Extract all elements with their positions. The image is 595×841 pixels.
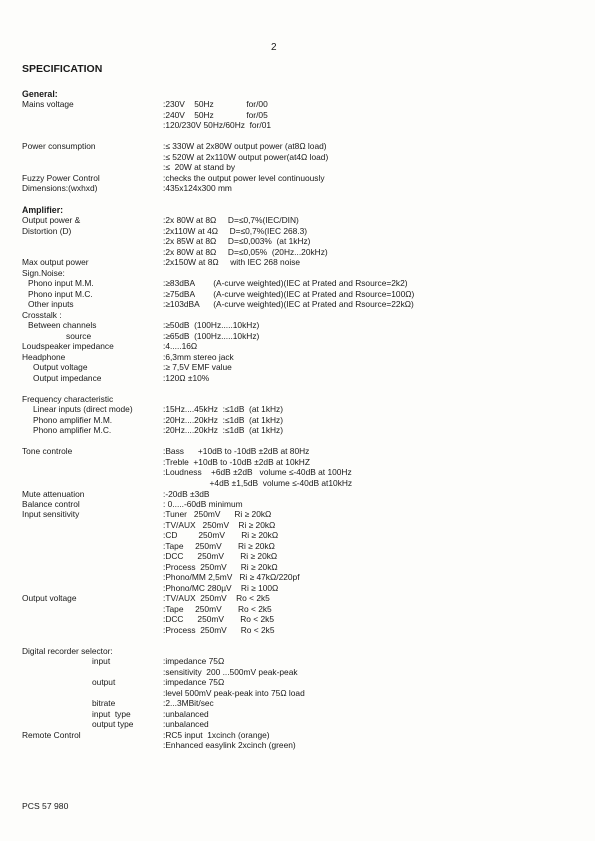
spec-label: input: [92, 656, 111, 666]
spec-value: :2x150W at 8Ω with IEC 268 noise: [163, 257, 301, 267]
spec-value: :CD 250mV Ri ≥ 20kΩ: [163, 530, 279, 540]
spec-value: :4.....16Ω: [163, 341, 198, 351]
spec-label: Input sensitivity: [22, 509, 80, 519]
spec-value: :240V 50Hz for/05: [163, 110, 268, 120]
spec-label: Mains voltage: [22, 99, 74, 109]
footer-code: PCS 57 980: [22, 801, 69, 811]
spec-label: Output voltage: [33, 362, 88, 372]
spec-label: source: [66, 331, 92, 341]
spec-value: :unbalanced: [163, 719, 209, 729]
spec-label: Phono input M.M.: [28, 278, 94, 288]
spec-value: :unbalanced: [163, 709, 209, 719]
spec-value: :Tape 250mV Ro < 2k5: [163, 604, 272, 614]
spec-value: :≥75dBA (A-curve weighted)(IEC at Prated and Rsource=100Ω): [163, 289, 415, 299]
spec-label: Sign.Noise:: [22, 268, 65, 278]
spec-value: :≥65dB (100Hz.....10kHz): [163, 331, 260, 341]
spec-label: Balance control: [22, 499, 80, 509]
page-number: 2: [271, 42, 277, 53]
spec-label: Output power &: [22, 215, 81, 225]
spec-value: :≤ 330W at 2x80W output power (at8Ω load): [163, 141, 327, 151]
spec-label: Phono amplifier M.C.: [33, 425, 112, 435]
spec-value: :≥103dBA (A-curve weighted)(IEC at Prated and Rsource=22kΩ): [163, 299, 414, 309]
spec-value: :DCC 250mV Ri ≥ 20kΩ: [163, 551, 278, 561]
spec-label: Max output power: [22, 257, 89, 267]
spec-label: output: [92, 677, 116, 687]
spec-value: :20Hz....20kHz :≤1dB (at 1kHz): [163, 425, 284, 435]
spec-label: Power consumption: [22, 141, 96, 151]
spec-value: :DCC 250mV Ro < 2k5: [163, 614, 275, 624]
spec-label: Phono amplifier M.M.: [33, 415, 113, 425]
section-heading: Amplifier:: [22, 205, 64, 215]
spec-label: Output impedance: [33, 373, 102, 383]
spec-value: :2x 80W at 8Ω D=≤0,7%(IEC/DIN): [163, 215, 299, 225]
spec-label: Headphone: [22, 352, 66, 362]
spec-value: :Enhanced easylink 2xcinch (green): [163, 740, 296, 750]
spec-value: :impedance 75Ω: [163, 677, 225, 687]
spec-value: :Loudness +6dB ±2dB volume ≤-40dB at 100Hz: [163, 467, 352, 477]
spec-label: Between channels: [28, 320, 97, 330]
spec-label: Other inputs: [28, 299, 74, 309]
spec-label: Distortion (D): [22, 226, 72, 236]
spec-label: Fuzzy Power Control: [22, 173, 100, 183]
spec-value: :≥50dB (100Hz.....10kHz): [163, 320, 260, 330]
spec-value: :Phono/MM 2,5mV Ri ≥ 47kΩ/220pf: [163, 572, 300, 582]
spec-value: :15Hz....45kHz :≤1dB (at 1kHz): [163, 404, 284, 414]
spec-value: :≤ 520W at 2x110W output power(at4Ω load): [163, 152, 329, 162]
spec-label: Frequency characteristic: [22, 394, 114, 404]
spec-value: +4dB ±1,5dB volume ≤-40dB at10kHz: [163, 478, 353, 488]
spec-value: :sensitivity 200 ...500mV peak-peak: [163, 667, 298, 677]
spec-value: :RC5 input 1xcinch (orange): [163, 730, 270, 740]
spec-value: :impedance 75Ω: [163, 656, 225, 666]
spec-value: :2x 85W at 8Ω D=≤0,003% (at 1kHz): [163, 236, 311, 246]
spec-value: :20Hz....20kHz :≤1dB (at 1kHz): [163, 415, 284, 425]
spec-value: :level 500mV peak-peak into 75Ω load: [163, 688, 305, 698]
spec-value: : 0.....-60dB minimum: [163, 499, 243, 509]
spec-value: :Bass +10dB to -10dB ±2dB at 80Hz: [163, 446, 310, 456]
page-title: SPECIFICATION: [22, 63, 103, 75]
spec-label: Tone controle: [22, 446, 73, 456]
spec-value: :Phono/MC 280µV Ri ≥ 100Ω: [163, 583, 279, 593]
spec-value: :Process 250mV Ri ≥ 20kΩ: [163, 562, 278, 572]
spec-label: Phono input M.C.: [28, 289, 93, 299]
spec-value: :Process 250mV Ro < 2k5: [163, 625, 275, 635]
spec-value: :TV/AUX 250mV Ro < 2k5: [163, 593, 270, 603]
spec-value: :Treble +10dB to -10dB ±2dB at 10kHZ: [163, 457, 310, 467]
spec-value: :435x124x300 mm: [163, 183, 232, 193]
spec-label: output type: [92, 719, 134, 729]
spec-value: :2...3MBit/sec: [163, 698, 214, 708]
spec-label: Digital recorder selector:: [22, 646, 113, 656]
spec-label: input type: [92, 709, 131, 719]
spec-label: Loudspeaker impedance: [22, 341, 114, 351]
spec-value: :230V 50Hz for/00: [163, 99, 268, 109]
spec-value: :Tape 250mV Ri ≥ 20kΩ: [163, 541, 275, 551]
spec-value: :checks the output power level continuously: [163, 173, 325, 183]
spec-label: Remote Control: [22, 730, 81, 740]
spec-label: Linear inputs (direct mode): [33, 404, 133, 414]
spec-label: Crosstalk :: [22, 310, 62, 320]
spec-value: :120/230V 50Hz/60Hz for/01: [163, 120, 272, 130]
spec-value: :≥83dBA (A-curve weighted)(IEC at Prated and Rsource=2k2): [163, 278, 408, 288]
spec-value: :≥ 7,5V EMF value: [163, 362, 232, 372]
spec-value: :Tuner 250mV Ri ≥ 20kΩ: [163, 509, 272, 519]
spec-value: :120Ω ±10%: [163, 373, 210, 383]
spec-value: :6,3mm stereo jack: [163, 352, 234, 362]
spec-value: :TV/AUX 250mV Ri ≥ 20kΩ: [163, 520, 276, 530]
spec-label: Output voltage: [22, 593, 77, 603]
spec-value: :2x 80W at 8Ω D=≤0,05% (20Hz...20kHz): [163, 247, 328, 257]
spec-value: :2x110W at 4Ω D=≤0,7%(IEC 268.3): [163, 226, 308, 236]
spec-label: Dimensions:(wxhxd): [22, 183, 98, 193]
spec-value: :-20dB ±3dB: [163, 489, 210, 499]
spec-label: Mute attenuation: [22, 489, 85, 499]
spec-value: :≤ 20W at stand by: [163, 162, 236, 172]
section-heading: General:: [22, 89, 58, 99]
spec-label: bitrate: [92, 698, 116, 708]
